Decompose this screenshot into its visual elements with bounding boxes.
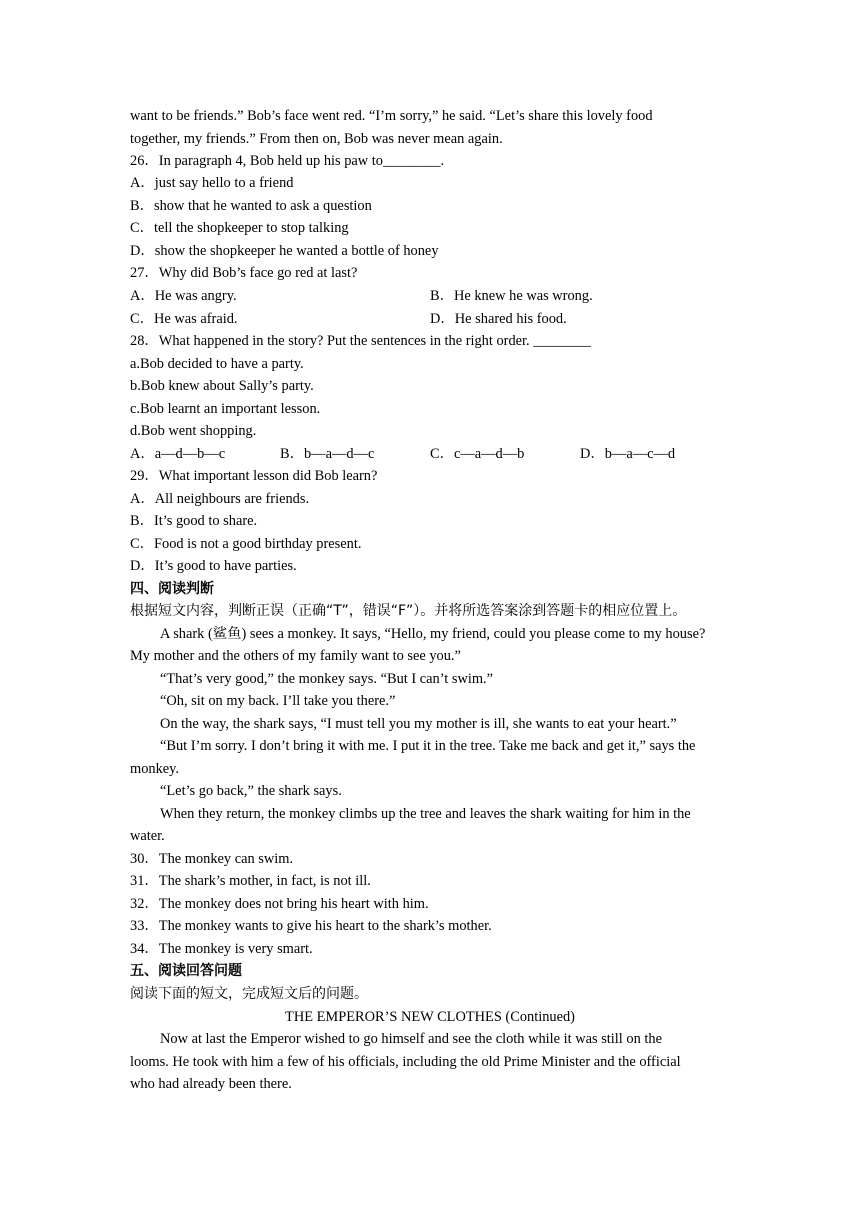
passage-line: Now at last the Emperor wished to go himself and see the cloth while it was still on the xyxy=(160,1031,662,1047)
statement-33: 33．The monkey wants to give his heart to the shark’s mother. xyxy=(130,918,492,934)
passage-line: On the way, the shark says, “I must tell you my mother is ill, she wants to eat your heart.” xyxy=(160,716,677,732)
option-c: C．He was afraid. xyxy=(130,311,238,327)
order-item-c: c.Bob learnt an important lesson. xyxy=(130,401,321,417)
option-b: B．He knew he was wrong. xyxy=(430,288,593,304)
story-title: THE EMPEROR’S NEW CLOTHES (Continued) xyxy=(285,1009,575,1025)
passage-line: “But I’m sorry. I don’t bring it with me. I put it in the tree. Take me back and get it,” says the xyxy=(160,738,696,754)
question-28-stem: 28．What happened in the story? Put the sentences in the right order. ________ xyxy=(130,333,591,349)
option-b: B．b—a—d—c xyxy=(280,446,375,462)
order-item-a: a.Bob decided to have a party. xyxy=(130,356,304,372)
question-29-stem: 29．What important lesson did Bob learn? xyxy=(130,468,378,484)
option-d: D．show the shopkeeper he wanted a bottle of honey xyxy=(130,243,439,259)
section-5-heading: 五、阅读回答问题 xyxy=(130,963,242,979)
order-item-b: b.Bob knew about Sally’s party. xyxy=(130,378,314,394)
option-c: C．Food is not a good birthday present. xyxy=(130,536,362,552)
order-item-d: d.Bob went shopping. xyxy=(130,423,257,439)
section-4-instruction: 根据短文内容，判断正误（正确“T”，错误“F”）。并将所选答案涂到答题卡的相应位置上。 xyxy=(130,603,687,619)
option-c: C．tell the shopkeeper to stop talking xyxy=(130,220,349,236)
passage-line: A shark (鲨鱼) sees a monkey. It says, “Hello, my friend, could you please come to my house? xyxy=(160,626,706,642)
passage-line: who had already been there. xyxy=(130,1076,292,1092)
passage-line: want to be friends.” Bob’s face went red. “I’m sorry,” he said. “Let’s share this lovely food xyxy=(130,108,653,124)
statement-32: 32．The monkey does not bring his heart with him. xyxy=(130,896,429,912)
statement-34: 34．The monkey is very smart. xyxy=(130,941,313,957)
passage-line: looms. He took with him a few of his officials, including the old Prime Minister and the official xyxy=(130,1054,681,1070)
passage-line: My mother and the others of my family want to see you.” xyxy=(130,648,461,664)
option-a: A．He was angry. xyxy=(130,288,237,304)
statement-31: 31．The shark’s mother, in fact, is not ill. xyxy=(130,873,371,889)
option-d: D．It’s good to have parties. xyxy=(130,558,297,574)
passage-line: together, my friends.” From then on, Bob was never mean again. xyxy=(130,131,503,147)
section-4-heading: 四、阅读判断 xyxy=(130,581,214,597)
question-27-stem: 27．Why did Bob’s face go red at last? xyxy=(130,265,358,281)
option-a: A．a—d—b—c xyxy=(130,446,226,462)
statement-30: 30．The monkey can swim. xyxy=(130,851,294,867)
option-b: B．show that he wanted to ask a question xyxy=(130,198,372,214)
passage-line: “Oh, sit on my back. I’ll take you there.” xyxy=(160,693,396,709)
option-c: C．c—a—d—b xyxy=(430,446,525,462)
passage-line: monkey. xyxy=(130,761,180,777)
option-b: B．It’s good to share. xyxy=(130,513,258,529)
option-a: A．All neighbours are friends. xyxy=(130,491,310,507)
passage-line: water. xyxy=(130,828,165,844)
option-d: D．He shared his food. xyxy=(430,311,567,327)
question-26-stem: 26．In paragraph 4, Bob held up his paw to________. xyxy=(130,153,445,169)
option-a: A．just say hello to a friend xyxy=(130,175,294,191)
passage-line: “That’s very good,” the monkey says. “But I can’t swim.” xyxy=(160,671,494,687)
option-d: D．b—a—c—d xyxy=(580,446,676,462)
section-5-instruction: 阅读下面的短文，完成短文后的问题。 xyxy=(130,986,368,1002)
passage-line: “Let’s go back,” the shark says. xyxy=(160,783,342,799)
passage-line: When they return, the monkey climbs up the tree and leaves the shark waiting for him in the xyxy=(160,806,691,822)
